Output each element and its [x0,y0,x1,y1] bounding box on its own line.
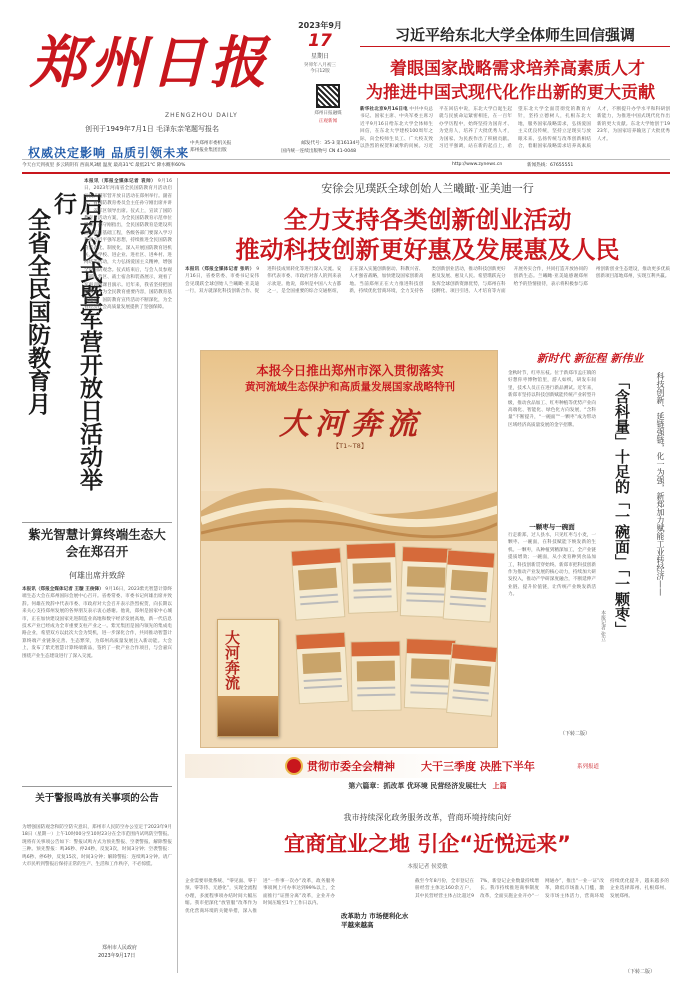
top-story-body [360,106,670,158]
mid-left-title: 紫光智慧计算终端生态大会在郑召开 [28,527,166,559]
right-column [508,350,672,748]
page-thumbnail [346,542,398,614]
mid-left-body [22,586,172,782]
lead-story-body [185,266,670,340]
left-story-title: 全省全民国防教育月 [24,208,50,415]
bottom-story-title: 宜商宜业之地 引企“近悦远来” [284,832,571,856]
notice-signer: 郑州市人民政府 [102,945,138,951]
lead-story-kicker: 安徐会见璞跃全球创始人兰曦瞰·亚美迪一行 [321,182,534,195]
issn-line: 国内统一连续出版物号 CN 41-0048 [281,149,356,154]
left-story-title: 启动仪式暨军营开放日活动举行 [50,192,102,491]
banner-text: 大干三季度 决胜下半年 [421,760,535,773]
top-story-title: 着眼国家战略需求培养高素质人才 [390,59,645,79]
byline: 本报记者 张立 [600,610,606,642]
byline: 本报讯（郑报全媒体记者 王璇 王俊锋） [22,587,104,592]
byline: 新华社北京9月16日电 [360,107,408,112]
left-story [22,178,172,518]
right-column-subtitle: 科技创新、延链强链，化一为强，新郑加力赋能工业转经济—— [656,372,665,596]
postal-code: 邮发代号：35-3 第16134号 [301,141,360,146]
lunar-date: 癸卯年八月初三 [303,63,337,68]
logo-pinyin: ZHENGZHOU DAILY [165,112,238,119]
top-story-title: 为推进中国式现代化作出新的更大贡献 [366,83,655,103]
series-chapter [185,781,670,791]
issn-box [196,148,356,155]
weather-text: 今天白天到夜里 多云转阴有 西南风3级 温度 最高31℃ 最低21℃ 降水概率60% [22,163,186,168]
left-story-body [84,178,172,518]
lead-story-title: 推动科技创新更好惠及发展惠及人民 [235,236,620,264]
byline: 本报记者 侯爱敏 [407,864,448,870]
right-column-title: 「含科量」十足的「一碗面」「一颗枣」 [613,374,631,637]
bottom-story-kicker: 我市持续深化政务服务改革，营商环境持续向好 [343,813,512,822]
bottom-story-subhead: 改革助力 市场便利化水平越来越高 [341,912,409,929]
mid-left-story [22,526,172,782]
special-cover [217,619,279,737]
body-text: 9月16日，省委常委、市委书记安伟会见璞跃全球创始人兰曦瞰·亚美迪一行，双方就深化科技创新合作、促进科技成果转化等进行深入交流。安伟代表市委、市政府对客人的到来表示欢迎。他说，郑州是中国八大古都之一，是全国重要的综合交通枢纽，正在深入实施创新驱动、科教兴省、人才强省战略，加快建设国家创新高地。当前郑州正在大力推进科技创新，持续优化营商环境，全力支持各类创新创业活动，推动科技创新更好惠及发展、惠及人民。希望璞跃充分发挥全球创新资源优势，与郑州在科技孵化、项目引进、人才培育等方面开展务实合作，共同打造开放协同的创新生态。兰曦瞰·亚美迪感谢郑州给予的热情接待，表示将积极参与郑州创新创业生态建设，推动更多优质创新项目落地郑州，实现互利共赢。 [185,267,670,295]
party-emblem [285,757,303,775]
right-column-subhead: 一颗枣与一碗面 [529,523,575,531]
bottom-story-body: 企业需要审批系统、“零见面、零干预、零等待、无感化”，实现全流程办理，多流程事项办结时间大幅压缩。我市把深化“放管服”改革作为优化营商环境的关键举措，深入推进“一件事一次办”改革，政务服务事项网上可办率达到99%以上，全面推行“证照分离”改革，企业开办时间压缩至1个工作日以内。 [185,879,335,914]
org-line: 中共郑州市委机关报 [190,141,232,146]
page-count: 今日12版 [310,69,330,74]
river-illustration [201,451,498,541]
promo-line: 黄河流域生态保护和高质量发展国家战略特刊 [245,381,455,393]
notice [22,792,172,972]
lead-story [185,180,670,340]
page-thumbnail [446,643,498,717]
news-hotline: 新闻热线：67655551 [527,163,574,168]
qr-code-bottom [310,86,344,116]
newspaper-logo: 郑州日报 [30,30,270,96]
series-banner [185,754,670,778]
page-thumbnail [295,632,349,705]
page-thumbnail [350,641,401,712]
notice-body: 为增强国防观念和防空防灾意识，郑州市人民防空办公室定于2023年9月18日（星期一）上午10时00分至10时23分在全市范围内试鸣防空警报。现将有关事项公告如下：警报试鸣方式为预先警报、空袭警报、解除警报三种。预先警报：鸣36秒、停24秒，反复3次，时间3分钟；空袭警报：鸣6秒、停6秒，反复15次，时间3分钟；解除警报：连续鸣3分钟。请广大市民听到警报后保持正常的生产、生活和工作秩序，不必惊慌。 [22,825,172,868]
org-line: 郑州报业集团出版 [190,148,227,153]
banner-text: 贯彻市委全会精神 [307,760,395,773]
qr-label: 郑州日报融媒 [314,111,342,116]
body-text: 9月16日，2023紫光智慧计算终端生态大会在郑州国际会展中心召开。省委常委、市委书记何雄出席并致辞。何雄在致辞中代表市委、市政府对大会召开表示热烈祝贺，向长期以来关心支持郑州发展的各界朋友表示衷心感谢。他说，郑州是国家中心城市，正在加快建设国家先进制造业高地和数字经济发展高地，新一代信息技术产业已经成为全市重要支柱产业之一。紫光集团是国内领先的集成电路企业，希望双方以此次大会为契机，进一步深化合作，共同推动智慧计算终端产业链条完善、生态繁荣，为郑州高质量发展注入新动能。大会上，发布了紫光智慧计算终端新品，签约了一批产业合作项目，与会嘉宾围绕产业生态建设进行了深入交流。 [22,587,172,659]
promo-range: 【T1~T8】 [332,442,368,450]
column-badge: 新时代 新征程 新伟业 [536,352,644,365]
byline: 本报讯（郑报全媒体记者 张昕） [185,267,255,272]
cover-image [218,696,278,736]
jump-note: （下转二版） [625,969,656,975]
weather-strip [22,159,670,169]
promo-line: 本报今日推出郑州市深入贯彻落实 [256,363,444,378]
qr-label: 正观新闻 [318,119,338,124]
body-text: 9月16日，2023年河南省全民国防教育月活动启动仪式暨军营开放日活动在郑州举行。副省长、省国防教育委员会主任孙守刚出席并讲话，省军区领导出席。仪式上，宣读了国防教育月活动方案，为全民国防教育示范单位授牌。孙守刚指出，全民国防教育是建设巩固国防的基础工程，各级各部门要深入学习贯彻习近平强军思想，持续推进全民国防教育常态化、制度化，深入开展国防教育进机关、进学校、进企业、进社区、进乡村、进网络等活动，大力弘扬爱国主义精神，增强全民国防观念。仪式结束后，与会人员参观了部队营区、战士宿舍和装备展示，观看了军事训练课目演示。近年来，我省坚持把国防教育作为全民教育重要内容，国防教育基地建设、国防教育宣传活动不断深化，为全省经济社会高质量发展提供了坚强保障。 [84,179,172,310]
slogan: 权威决定影响 品质引领未来 [28,146,190,160]
jump-note: （下转二版） [560,731,591,737]
notice-date: 2023年9月17日 [98,953,136,959]
promo-calligraphy: 大河奔流 [279,407,423,442]
founded-line: 创刊于1949年7月1日 毛泽东亲笔题写报名 [85,125,219,133]
bottom-story [185,800,670,975]
chapter-title: 第六篇章：抓改革 优环境 民营经济发展壮大 [348,782,487,790]
weekday: 星期日 [310,53,329,60]
date-day: 17 [308,31,332,51]
byline: 本报讯（郑报全媒体记者 袁帅） [84,179,156,184]
right-column-body: 金秋时节，红枣压枝。位于新郑市孟庄镇的好想你枣博物馆里，游人如织，研发车间里，技术人员正在进行新品测试。近年来，新郑市坚持以科技创新赋能传统产业转型升级，推动食品加工、红枣种植等优势产业向高端化、智能化、绿色化方向发展，“含科量”不断提升，“一碗面”“一颗枣”成为带动区域经济高质量发展的金字招牌。 [508,371,596,428]
website: http://www.zynews.cn [452,162,503,167]
top-story-kicker: 习近平给东北大学全体师生回信强调 [395,26,636,44]
chapter-part: 上篇 [492,782,507,790]
top-story [360,22,670,158]
page-thumbnail [443,549,496,622]
notice-title: 关于警报鸣放有关事项的公告 [35,793,159,804]
cover-title: 大河奔流 [223,630,241,690]
mid-left-subtitle: 何雄出席并致辞 [69,571,125,580]
lead-story-title: 全力支持各类创新创业活动 [283,206,572,234]
body-text: 中共中央总书记、国家主席、中央军委主席习近平9月16日给东北大学全体师生回信，在东北大学建校100周年之际，向全校师生员工、广大校友致以热烈的祝贺和诚挚的问候。习近平在回信中说，东北大学自诞生起就与民族命运紧密相连，在一百年办学历程中，始终坚持为国育才、为党育人，培养了大批优秀人才，为国家、为民族作出了积极贡献。习近平强调，站在新的起点上，希望东北大学全面贯彻党的教育方针，坚持立德树人，扎根东北大地，服务国家战略需求，弘扬爱国主义优良传统，坚持立足现实与放眼未来、弘扬传统与改革创新相结合，着眼国家战略需求培养高素质人才，不断提升办学水平和科研创新能力，为推进中国式现代化作出新的更大贡献。东北大学始创于1923年，为国家培养输送了大批优秀人才。 [360,107,670,150]
right-column-body: 行走新郑，过人县水，只见红枣与小麦，一颗枣、一碗面，在科技赋能下焕发新的生机。一颗枣，从种植到精深加工，全产业链提质增效；一碗面，从小麦育种到食品加工，科技创新贯穿始终。新郑市把科技创新作为推动产业发展的核心动力，持续加大研发投入，推动产学研深度融合，不断延伸产业链、提升价值链，让传统产业焕发新活力。 [508,533,596,598]
date-year-month: 2023年9月 [298,21,342,30]
special-promo [200,350,498,748]
bottom-story-body: 截至今年8月份，全市登记在册经营主体达160余万户，其中民营经营主体占比超过97%，新登记企业数量持续增长。我市持续推进商事制度改革，全面实施企业开办“一网通办”，推出“一业一证”改革，降低市场准入门槛，激发市场主体活力，营商环境持续优化提升，越来越多的企业选择郑州、扎根郑州、发展郑州。 [415,879,669,899]
banner-tag: 系列报道 [577,764,600,770]
page-thumbnail [291,547,346,620]
